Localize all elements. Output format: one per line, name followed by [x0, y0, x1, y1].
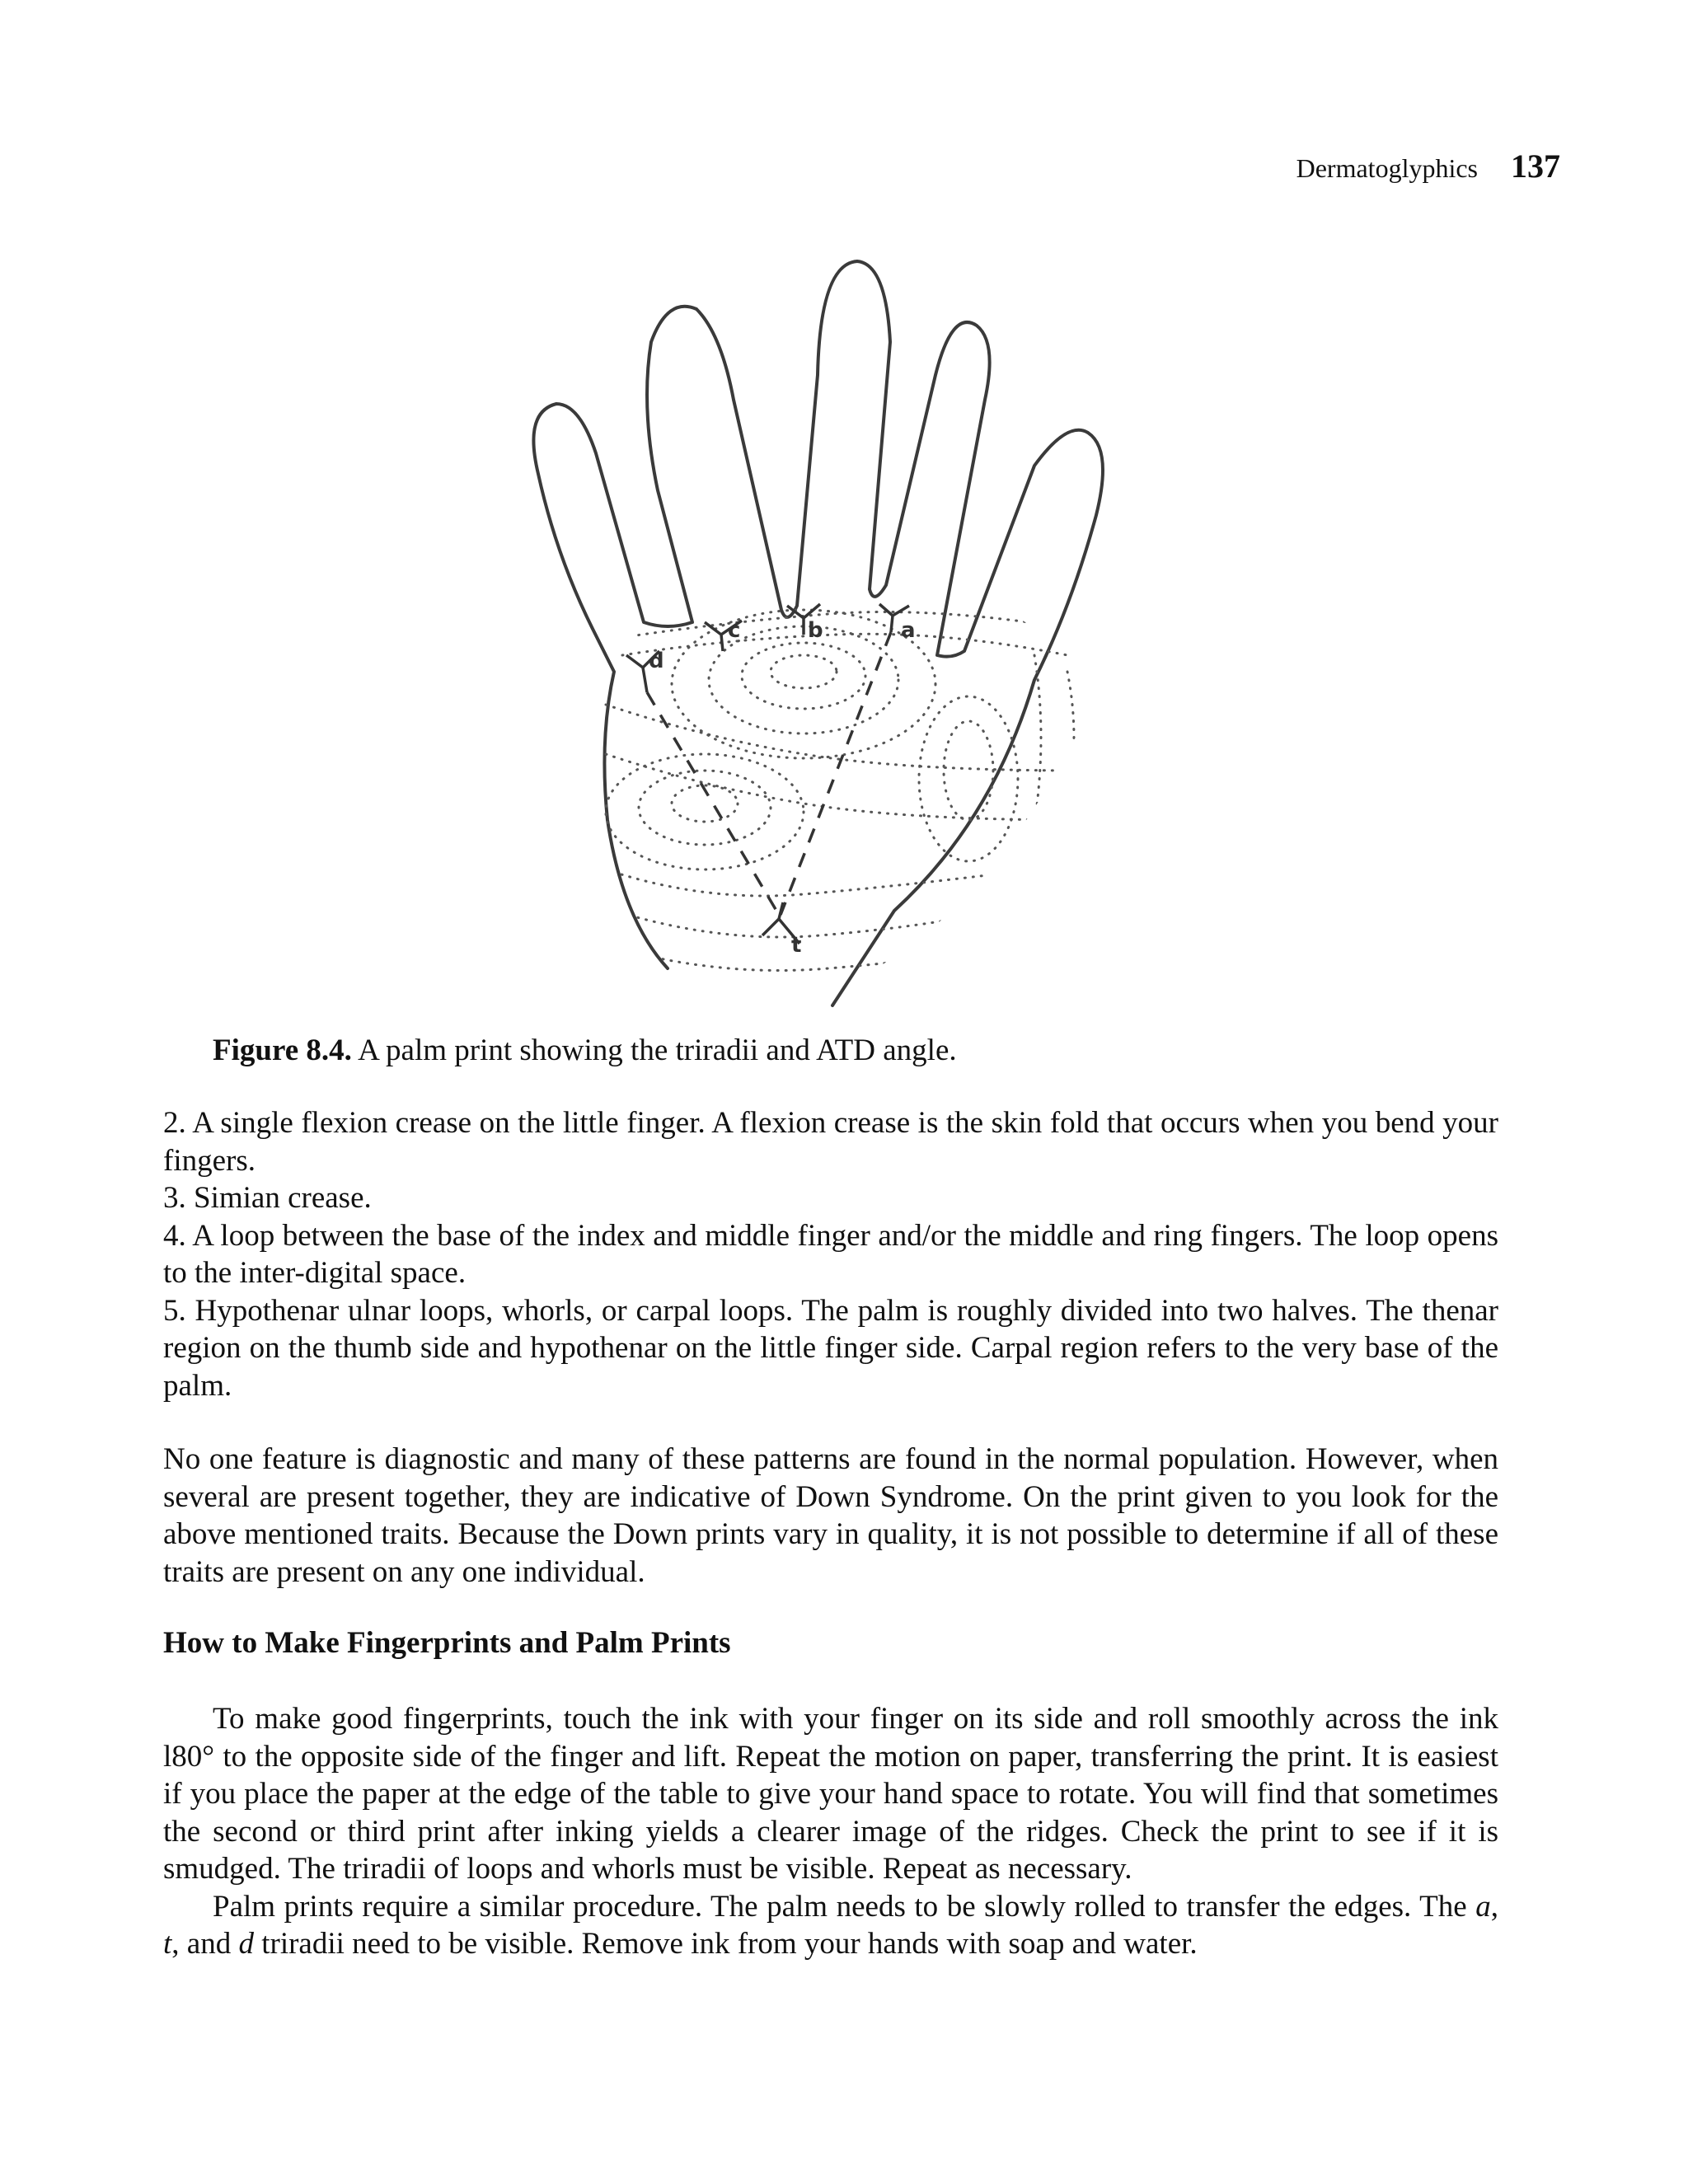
- atd-angle-lines: [647, 632, 891, 915]
- palm-text-part2: triradii need to be visible. Remove ink from your hands with soap and water.: [253, 1927, 1198, 1961]
- list-item: 5. Hypothenar ulnar loops, whorls, or carpal loops. The palm is roughly divided into two halves. The thenar region on the thumb side and hypothenar on the little finger side. Carpal region refers to the very base of the palm.: [163, 1293, 1498, 1403]
- running-title: Dermatoglyphics: [1296, 153, 1478, 183]
- figure-caption-text: A palm print showing the triradii and ATD angle.: [358, 1033, 957, 1067]
- triradius-a-term: a: [1475, 1889, 1491, 1924]
- section-heading: How to Make Fingerprints and Palm Prints: [163, 1626, 731, 1660]
- separator: , and: [171, 1927, 239, 1961]
- separator: ,: [1490, 1889, 1498, 1924]
- page-number: 137: [1511, 148, 1560, 185]
- paragraph-text: No one feature is diagnostic and many of these patterns are found in the normal population. However, when several are present together, they are indicative of Down Syndrome. On the print given to you look for the above mentioned traits. Because the Down prints vary in quality, it is not possible to determine if all of these traits are present on any one individual.: [163, 1442, 1498, 1589]
- triradius-label-c: c: [728, 618, 741, 643]
- palm-text-part1: Palm prints require a similar procedure. The palm needs to be slowly rolled to transfer the edges. The: [213, 1889, 1476, 1924]
- trait-list: [163, 1104, 1498, 1404]
- triradius-label-d: d: [649, 649, 664, 673]
- triradius-t-term: t: [163, 1927, 172, 1961]
- palm-print-illustration: [457, 243, 1166, 1010]
- ridge-pattern: [606, 610, 1084, 971]
- diagnostic-paragraph: [163, 1441, 1498, 1591]
- triradius-label-t: t: [791, 933, 802, 958]
- palm-print-figure: [457, 243, 1166, 1010]
- list-item: 2. A single flexion crease on the little finger. A flexion crease is the skin fold that occurs when you bend your fingers.: [163, 1106, 1498, 1178]
- figure-caption: [213, 1032, 1498, 1070]
- running-head: [1296, 147, 1560, 185]
- figure-caption-label: Figure 8.4.: [213, 1033, 352, 1067]
- triradius-label-a: a: [901, 618, 916, 643]
- howto-section: [163, 1700, 1498, 1963]
- triradius-label-b: b: [808, 618, 823, 643]
- triradius-d-term: d: [238, 1927, 254, 1961]
- list-item: 3. Simian crease.: [163, 1181, 372, 1215]
- fingerprint-paragraph: To make good fingerprints, touch the ink with your finger on its side and roll smoothly across the ink l80° to the opposite side of the finger and lift. Repeat the motion on paper, transferring the print. It is easiest if you place the paper at the edge of the table to give your hand space to rotate. You will find that sometimes the second or third print after inking yields a clearer image of the ridges. Check the print to see if it is smudged. The triradii of loops and whorls must be visible. Repeat as necessary.: [163, 1702, 1498, 1886]
- list-item: 4. A loop between the base of the index and middle finger and/or the middle and ring fingers. The loop opens to the inter-digital space.: [163, 1218, 1498, 1290]
- palm-print-paragraph: [163, 1888, 1498, 1963]
